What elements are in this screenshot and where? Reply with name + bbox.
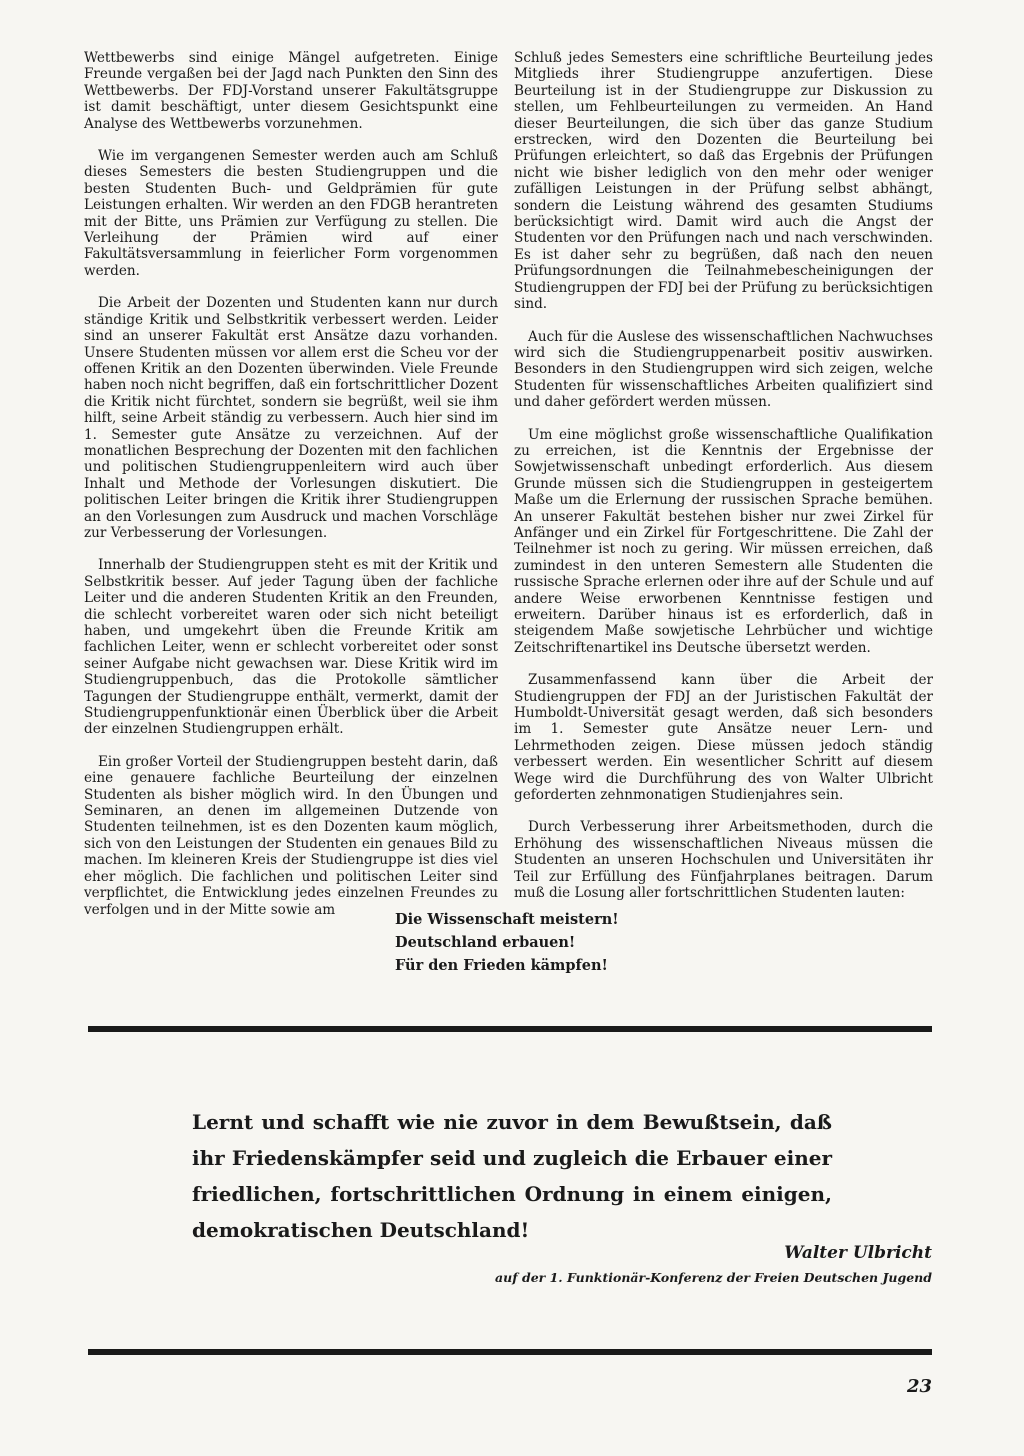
- right-paragraph-1: Schluß jedes Semesters eine schriftliche Beurteilung jedes Mitglieds ihrer Studiengruppe anzufertigen. Diese Beurteilung ist in der Studiengruppe zur Diskussion zu stellen, um Fehlbeurteilungen zu vermeiden. An Hand dieser Beurteilungen, die sich über das ganze Studium erstrecken, wird den Dozenten die Beurteilung bei Prüfungen erleichtert, so daß das Ergebnis der Prüfungen nicht wie bisher lediglich von den mehr oder weniger zufälligen Leistungen in der Prüfung selbst abhängt, sondern die Leistung während des gesamten Studiums berücksichtigt wird. Damit wird auch die Angst der Studenten vor den Prüfungen nach und nach verschwinden. Es ist daher sehr zu begrüßen, daß nach den neuen Prüfungsordnungen die Teilnahmebescheinigungen der Studiengruppen der FDJ bei der Prüfung zu berücksichtigen sind.: [514, 50, 933, 313]
- left-paragraph-4: Innerhalb der Studiengruppen steht es mit der Kritik und Selbstkritik besser. Auf jeder Tagung üben der fachliche Leiter und die anderen Studenten Kritik an den Freunden, die schlecht vorbereitet waren oder sich nicht beteiligt haben, und umgekehrt üben die Freunde Kritik am fachlichen Leiter, wenn er schlecht vorbereitet oder sonst seiner Aufgabe nicht gewachsen war. Diese Kritik wird im Studiengruppenbuch, das die Protokolle sämtlicher Tagungen der Studiengruppe enthält, vermerkt, damit der Studiengruppenfunktionär einen Überblick über die Arbeit der einzelnen Studiengruppen erhält.: [84, 557, 498, 738]
- slogan-line: Deutschland erbauen!: [395, 934, 576, 951]
- right-paragraph-3: Um eine möglichst große wissenschaftliche Qualifikation zu erreichen, ist die Kenntnis der Ergebnisse der Sowjetwissenschaft unbedingt erforderlich. Aus diesem Grunde müssen sich die Studiengruppen in gesteigertem Maße um die Erlernung der russischen Sprache bemühen. An unserer Fakultät bestehen bisher nur zwei Zirkel für Anfänger und ein Zirkel für Fortgeschrittene. Die Zahl der Teilnehmer ist noch zu gering. Wir müssen erreichen, daß zumindest in den unteren Semestern alle Studenten die russische Sprache erlernen oder ihre auf der Schule und auf andere Weise erworbenen Kenntnisse festigen und erweitern. Darüber hinaus ist es erforderlich, daß in steigendem Maße sowjetische Lehrbücher und wichtige Zeitschriftenartikel ins Deutsche übersetzt werden.: [514, 426, 933, 656]
- quote-occasion: auf der 1. Funktionär-Konferenz der Freien Deutschen Jugend: [495, 1270, 932, 1285]
- divider-top: [88, 1026, 932, 1032]
- right-paragraph-5: Durch Verbesserung ihrer Arbeitsmethoden, durch die Erhöhung des wissenschaftlichen Niveaus müssen die Studenten an unseren Hochschulen und Universitäten ihr Teil zur Erfüllung des Fünfjahrplanes beitragen. Darum muß die Losung aller fortschrittlichen Studenten lauten:: [514, 819, 933, 902]
- slogan-line: Die Wissenschaft meistern!: [395, 911, 619, 928]
- right-paragraph-2: Auch für die Auslese des wissenschaftlichen Nachwuchses wird sich die Studiengruppenarbeit positiv auswirken. Besonders in den Studiengruppen wird sich zeigen, welche Studenten für wissenschaftliches Arbeiten qualifiziert sind und daher gefördert werden müssen.: [514, 328, 933, 411]
- left-paragraph-1: Wettbewerbs sind einige Mängel aufgetreten. Einige Freunde vergaßen bei der Jagd nach Punkten den Sinn des Wettbewerbs. Der FDJ-Vorstand unserer Fakultätsgruppe ist damit beschäftigt, unter diesem Gesichtspunkt eine Analyse des Wettbewerbs vorzunehmen.: [84, 50, 498, 132]
- quote-author: Walter Ulbricht: [784, 1243, 932, 1263]
- slogans: [395, 908, 619, 977]
- divider-bottom: [88, 1349, 932, 1355]
- slogan-line: Für den Frieden kämpfen!: [395, 957, 608, 974]
- right-column: [514, 50, 933, 918]
- right-paragraph-4: Zusammenfassend kann über die Arbeit der Studiengruppen der FDJ an der Juristischen Fakultät der Humboldt-Universität gesagt werden, daß sich besonders im 1. Semester gute Ansätze neuer Lern- und Lehrmethoden zeigen. Diese müssen jedoch ständig verbessert werden. Ein wesentlicher Schritt auf diesem Wege wird die Durchführung des von Walter Ulbricht geforderten zehnmonatigen Studienjahres sein.: [514, 672, 933, 804]
- left-column: [84, 50, 498, 934]
- page-number: 23: [906, 1376, 932, 1397]
- left-paragraph-2: Wie im vergangenen Semester werden auch am Schluß dieses Semesters die besten Studiengruppen und die besten Studenten Buch- und Geldprämien für gute Leistungen erhalten. Wir werden an den FDGB herantreten mit der Bitte, uns Prämien zur Verfügung zu stellen. Die Verleihung der Prämien wird auf einer Fakultätsversammlung in feierlicher Form vorgenommen werden.: [84, 148, 498, 279]
- ulbricht-quote: Lernt und schafft wie nie zuvor in dem Bewußtsein, daß ihr Friedenskämpfer seid und zugleich die Erbauer einer friedlichen, fortschrittlichen Ordnung in einem einigen, demokratischen Deutschland!: [192, 1110, 832, 1242]
- left-paragraph-3: Die Arbeit der Dozenten und Studenten kann nur durch ständige Kritik und Selbstkritik verbessert werden. Leider sind an unserer Fakultät erst Ansätze dazu vorhanden. Unsere Studenten müssen vor allem erst die Scheu vor der offenen Kritik an den Dozenten überwinden. Viele Freunde haben noch nicht begriffen, daß ein fortschrittlicher Dozent die Kritik nicht fürchtet, sondern sie begrüßt, weil sie ihm hilft, seine Arbeit ständig zu verbessern. Auch hier sind im 1. Semester gute Ansätze zu verzeichnen. Auf der monatlichen Besprechung der Dozenten mit den fachlichen und politischen Studiengruppenleitern wird auch über Inhalt und Methode der Vorlesungen diskutiert. Die politischen Leiter bringen die Kritik ihrer Studiengruppen an den Vorlesungen zum Ausdruck und machen Vorschläge zur Verbesserung der Vorlesungen.: [84, 295, 498, 541]
- left-paragraph-5: Ein großer Vorteil der Studiengruppen besteht darin, daß eine genauere fachliche Beurteilung der einzelnen Studenten als bisher möglich wird. In den Übungen und Seminaren, an denen im allgemeinen Dutzende von Studenten teilnehmen, ist es den Dozenten kaum möglich, sich von den Leistungen der Studenten ein genaues Bild zu machen. Im kleineren Kreis der Studiengruppe ist dies viel eher möglich. Die fachlichen und politischen Leiter sind verpflichtet, die Entwicklung jedes einzelnen Freundes zu verfolgen und in der Mitte sowie am: [84, 753, 498, 918]
